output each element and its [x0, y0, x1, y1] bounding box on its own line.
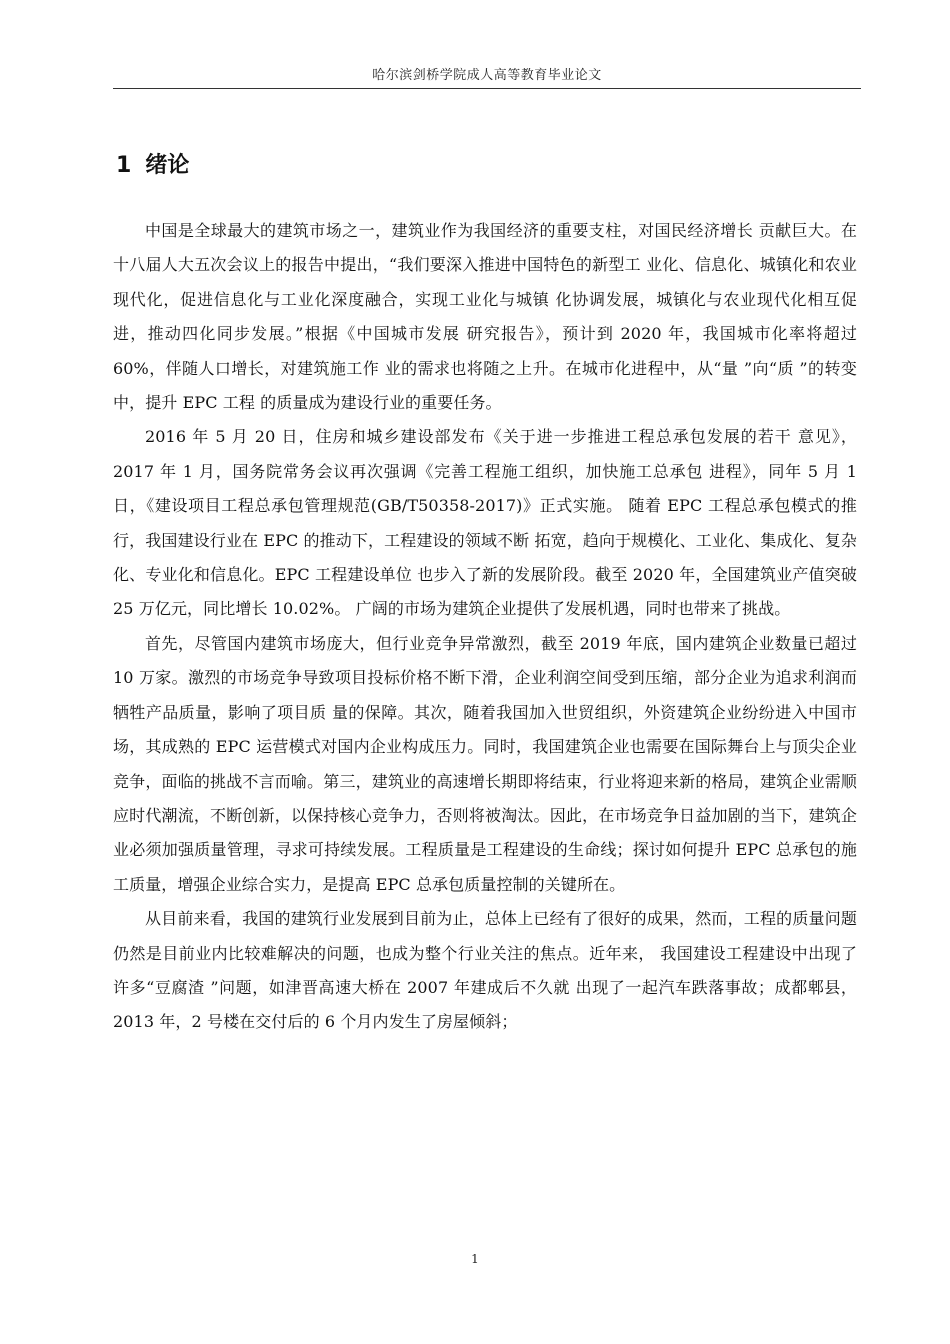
running-header: 哈尔滨剑桥学院成人高等教育毕业论文	[372, 68, 602, 83]
chapter-number: 1	[116, 153, 132, 178]
paragraph-2: 2016 年 5 月 20 日，住房和城乡建设部发布《关于进一步推进工程总承包发展的若干 意见》，2017 年 1 月，国务院常务会议再次强调《完善工程施工组织，加快施工总承包 进程》，同年 5 月 1 日，《建设项目工程总承包管理规范(GB/T50358-2017)》正式实施。 随着 EPC 工程总承包模式的推行，我国建设行业在 EPC 的推动下，工程建设的领域不断 拓宽，趋向于规模化、工业化、集成化、复杂化、专业化和信息化。EPC 工程建设单位 也步入了新的发展阶段。截至 2020 年，全国建筑业产值突破 25 万亿元，同比增长 10.02%。 广阔的市场为建筑企业提供了发展机遇，同时也带来了挑战。	[113, 427, 857, 619]
paragraph-1: 中国是全球最大的建筑市场之一，建筑业作为我国经济的重要支柱，对国民经济增长 贡献巨大。在十八届人大五次会议上的报告中提出，“我们要深入推进中国特色的新型工 业化、信息化、城镇化和农业现代化，促进信息化与工业化深度融合，实现工业化与城镇 化协调发展，城镇化与农业现代化相互促进，推动四化同步发展。”根据《中国城市发展 研究报告》，预计到 2020 年，我国城市化率将超过 60%，伴随人口增长，对建筑施工作 业的需求也将随之上升。在城市化进程中，从“量 ”向“质 ”的转变中，提升 EPC 工程 的质量成为建设行业的重要任务。	[113, 221, 857, 413]
chapter-heading	[116, 148, 189, 179]
header-rule	[113, 88, 861, 89]
page-number: 1	[471, 1252, 479, 1266]
body-text	[113, 214, 857, 1040]
paragraph-4: 从目前来看，我国的建筑行业发展到目前为止，总体上已经有了很好的成果，然而，工程的质量问题仍然是目前业内比较难解决的问题，也成为整个行业关注的焦点。近年来， 我国建设工程建设中出现了许多“豆腐渣 ”问题，如津晋高速大桥在 2007 年建成后不久就 出现了一起汽车跌落事故；成都郫县，2013 年，2 号楼在交付后的 6 个月内发生了房屋倾斜；	[113, 909, 857, 1032]
paragraph-3: 首先，尽管国内建筑市场庞大，但行业竞争异常激烈，截至 2019 年底，国内建筑企业数量已超过 10 万家。激烈的市场竞争导致项目投标价格不断下滑，企业利润空间受到压缩，部分企业为追求利润而牺牲产品质量，影响了项目质 量的保障。其次，随着我国加入世贸组织，外资建筑企业纷纷进入中国市场，其成熟的 EPC 运营模式对国内企业构成压力。同时，我国建筑企业也需要在国际舞台上与顶尖企业竞争，面临的挑战不言而喻。第三，建筑业的高速增长期即将结束，行业将迎来新的格局，建筑企业需顺应时代潮流，不断创新，以保持核心竞争力，否则将被淘汰。因此，在市场竞争日益加剧的当下，建筑企业必须加强质量管理，寻求可持续发展。工程质量是工程建设的生命线；探讨如何提升 EPC 总承包的施工质量，增强企业综合实力，是提高 EPC 总承包质量控制的关键所在。	[113, 633, 857, 894]
chapter-title: 绪论	[145, 153, 190, 178]
